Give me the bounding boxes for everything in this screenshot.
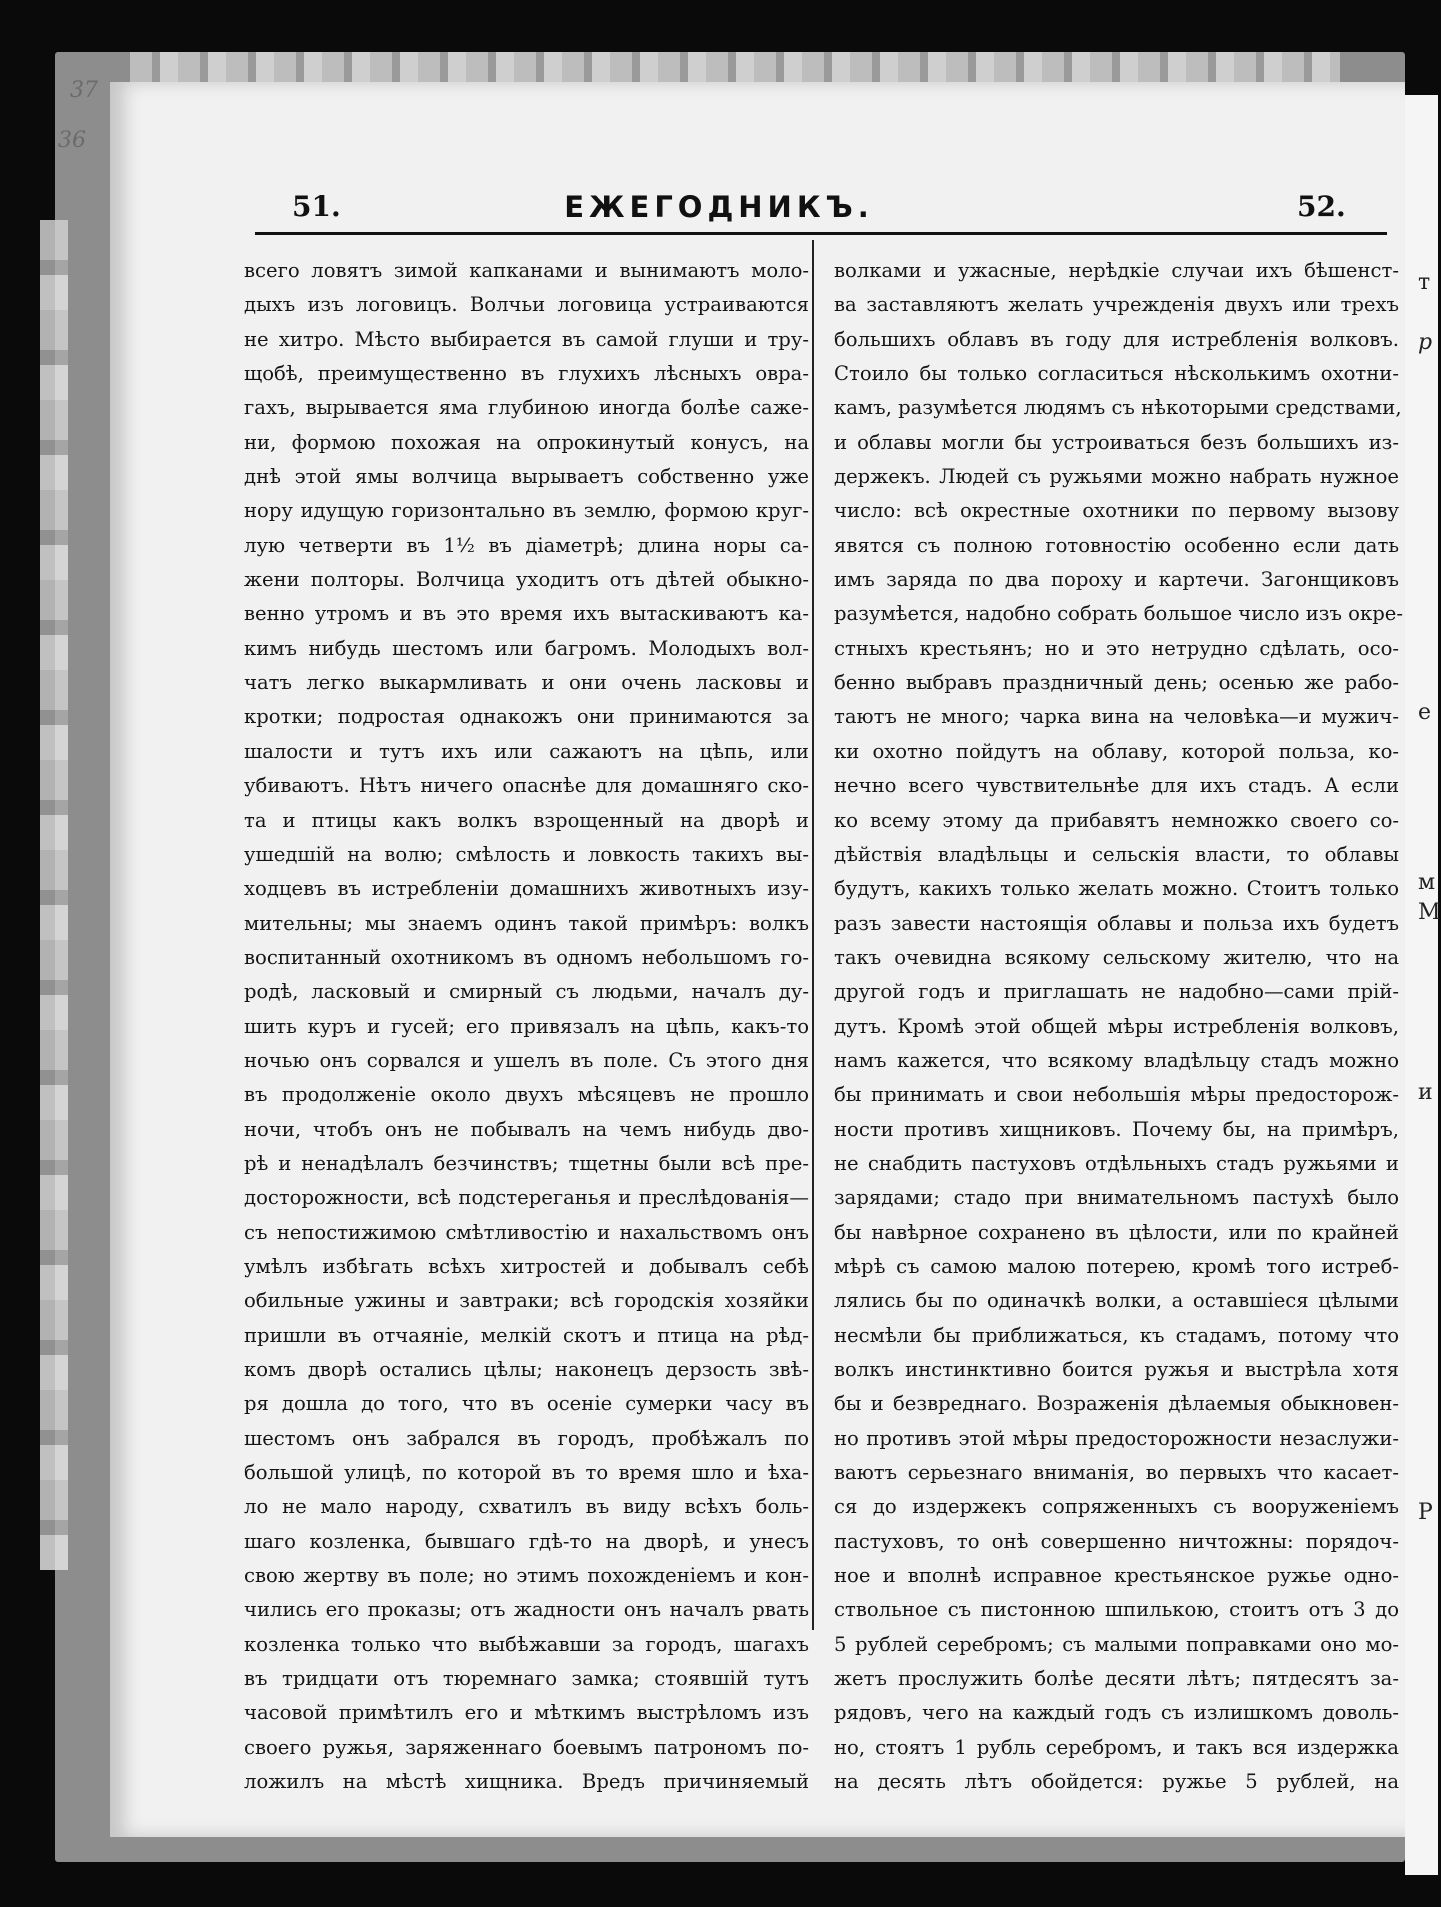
text-line: волкъ инстинктивно боится ружья и выстрѣла хотя	[834, 1358, 1399, 1381]
text-line: мѣрѣ съ самою малою потерею, кромѣ того истреб-	[834, 1254, 1399, 1278]
header-rule	[255, 232, 1387, 235]
text-line: лую четверти въ 1½ въ діаметрѣ; длина норы са-	[244, 533, 809, 557]
text-line: убиваютъ. Нѣтъ ничего опаснѣе для домашняго ско-	[244, 774, 809, 798]
text-line: такъ очевидна всякому сельскому жителю, что на	[834, 945, 1399, 969]
text-line: явятся съ полною готовностію особенно если дать	[834, 533, 1399, 557]
text-line: 5 рублей серебромъ; съ малыми поправками оно мо-	[834, 1632, 1399, 1656]
margin-note: 37	[70, 78, 98, 103]
text-line: досторожности, всѣ подстереганья и преслѣдованія—	[244, 1186, 809, 1210]
text-line: намъ кажется, что всякому владѣльцу стадъ можно	[834, 1048, 1399, 1072]
text-line: шестомъ онъ забрался въ городъ, пробѣжалъ по	[244, 1426, 809, 1450]
next-page-letter: и	[1418, 1080, 1433, 1105]
text-line: волками и ужасные, нерѣдкіе случаи ихъ бѣшенст-	[834, 259, 1399, 282]
text-line: нечно всего чувствительнѣе для ихъ стадъ. А если	[834, 774, 1399, 798]
text-line: мительны; мы знаемъ одинъ такой примѣръ: волкъ	[244, 911, 809, 935]
text-line: шаго козленка, бывшаго гдѣ-то на дворѣ, и унесъ	[244, 1529, 809, 1553]
text-line: но противъ этой мѣры предосторожности незаслужи-	[834, 1426, 1399, 1450]
text-line: большой улицѣ, по которой въ то время шло и ѣха-	[244, 1461, 809, 1485]
text-line: держекъ. Людей съ ружьями можно набрать нужное	[834, 465, 1399, 489]
text-line: зарядами; стадо при внимательномъ пастухѣ было	[834, 1186, 1399, 1210]
text-line: несмѣли бы приближаться, къ стадамъ, потому что	[834, 1323, 1399, 1347]
text-line: воспитанный охотникомъ въ одномъ небольшомъ го-	[244, 945, 809, 969]
text-line: таютъ не много; чарка вина на человѣка—и мужич-	[834, 705, 1399, 729]
page-number-left: 51.	[292, 190, 341, 223]
text-line: днѣ этой ямы волчица вырываетъ собственно уже	[244, 465, 809, 489]
text-line: съ непостижимою смѣтливостію и нахальствомъ онъ	[244, 1220, 809, 1244]
next-page-letter: м	[1418, 870, 1436, 895]
text-line: стныхъ крестьянъ; но и это нетрудно сдѣлать, осо-	[834, 636, 1399, 660]
text-line: большихъ облавъ въ году для истребленія волковъ.	[834, 327, 1399, 351]
text-line: ко всему этому да прибавятъ немножко своего со-	[834, 808, 1399, 832]
text-line: Стоило бы только согласиться нѣсколькимъ охотни-	[834, 362, 1399, 386]
text-line: нору идущую горизонтально въ землю, формою круг-	[244, 499, 809, 523]
text-line: козленка только что выбѣжавши за городъ, шагахъ	[244, 1632, 809, 1656]
text-line: бы и безвреднаго. Возраженія дѣлаемыя обыкновен-	[834, 1392, 1399, 1416]
text-line: шалости и тутъ ихъ или сажаютъ на цѣпь, или	[244, 739, 809, 763]
text-line: ва заставляютъ желать учрежденія двухъ или трехъ	[834, 293, 1399, 317]
text-line: жени полторы. Волчица уходитъ отъ дѣтей обыкно-	[244, 568, 809, 592]
column-divider	[812, 240, 814, 1630]
text-line: своего ружья, заряженнаго боевымъ патрономъ по-	[244, 1735, 809, 1759]
text-line: комъ дворѣ остались цѣлы; наконецъ дерзость звѣ-	[244, 1358, 809, 1381]
right-text-column	[834, 254, 1403, 1799]
torn-top-edge	[130, 52, 1340, 84]
next-page-letter: М	[1418, 900, 1441, 925]
text-line: ночи, чтобъ онъ не побывалъ на чемъ нибудь дво-	[244, 1117, 809, 1141]
text-line: въ тридцати отъ тюремнаго замка; стоявшій тутъ	[244, 1667, 809, 1691]
text-line: число: всѣ окрестные охотники по первому вызову	[834, 499, 1399, 523]
text-line: родѣ, ласковый и смирный съ людьми, началъ ду-	[244, 980, 809, 1004]
text-line: будутъ, какихъ только желать можно. Стоитъ только	[834, 877, 1399, 901]
text-line: ствольное съ пистонною шпилькою, стоитъ отъ 3 до	[834, 1598, 1399, 1622]
text-line: въ продолженіе около двухъ мѣсяцевъ не прошло	[244, 1083, 809, 1107]
text-line: но, стоятъ 1 рубль серебромъ, и такъ вся издержка	[834, 1735, 1399, 1759]
next-page-strip	[1405, 95, 1438, 1875]
text-line: ки охотно пойдутъ на облаву, которой польза, ко-	[834, 739, 1399, 763]
text-line: дыхъ изъ логовицъ. Волчьи логовица устраиваются	[244, 293, 809, 317]
text-line: кимъ нибудь шестомъ или багромъ. Молодыхъ вол-	[244, 636, 809, 660]
text-line: та и птицы какъ волкъ взрощенный на дворѣ и	[244, 808, 809, 832]
text-line: ло не мало народу, схватилъ въ виду всѣхъ боль-	[244, 1495, 809, 1519]
text-line: обильные ужины и завтраки; всѣ городскія хозяйки	[244, 1289, 809, 1313]
next-page-letter: Р	[1418, 1500, 1433, 1525]
text-line: венно утромъ и въ это время ихъ вытаскиваютъ ка-	[244, 602, 809, 626]
margin-note: 36	[58, 128, 86, 153]
text-line: ря дошла до того, что въ осеніе сумерки часу въ	[244, 1392, 809, 1416]
text-line: не хитро. Мѣсто выбирается въ самой глуши и тру-	[244, 327, 809, 351]
text-line: бы навѣрное сохранено въ цѣлости, или по крайней	[834, 1220, 1399, 1244]
text-line: ни, формою похожая на опрокинутый конусъ, на	[244, 430, 809, 454]
text-line: пришли въ отчаяніе, мелкій скотъ и птица на рѣд-	[244, 1323, 809, 1347]
text-line: разъ завести настоящія облавы и польза ихъ будетъ	[834, 911, 1399, 935]
text-line: ности противъ хищниковъ. Почему бы, на примѣръ,	[834, 1117, 1399, 1141]
text-line: рядовъ, чего на каждый годъ съ излишкомъ доволь-	[834, 1701, 1399, 1725]
text-line: ложилъ на мѣстѣ хищника. Вредъ причиняемый	[244, 1770, 809, 1794]
text-line: щобѣ, преимущественно въ глухихъ лѣсныхъ овра-	[244, 362, 809, 386]
page-number-right: 52.	[1297, 190, 1346, 223]
text-line: лялись бы по одиначкѣ волки, а оставшіеся цѣлыми	[834, 1289, 1399, 1313]
text-line: не снабдить пастуховъ отдѣльныхъ стадъ ружьями и	[834, 1151, 1399, 1175]
text-line: ся до издержекъ сопряженныхъ съ вооруженіемъ	[834, 1495, 1399, 1519]
text-line: на десять лѣтъ обойдется: ружье 5 рублей, на	[834, 1770, 1399, 1794]
text-line: свою жертву въ поле; но этимъ похожденіемъ и кон-	[244, 1564, 809, 1588]
torn-left-edge	[40, 220, 68, 1570]
next-page-letter: р	[1418, 330, 1433, 355]
text-line: гахъ, вырывается яма глубиною иногда болѣе саже-	[244, 396, 809, 420]
text-line: жетъ прослужить болѣе десяти лѣтъ; пятдесятъ за-	[834, 1667, 1399, 1691]
text-line: шить куръ и гусей; его привязалъ на цѣпь, какъ-то	[244, 1014, 809, 1038]
text-line: камъ, разумѣется людямъ съ нѣкоторыми средствами,	[834, 396, 1402, 420]
text-line: ваютъ серьезнаго вниманія, во первыхъ что касает-	[834, 1461, 1399, 1485]
text-line: чились его проказы; отъ жадности онъ началъ рвать	[244, 1598, 809, 1622]
text-line: разумѣется, надобно собрать большое число изъ окре-	[834, 602, 1403, 626]
text-line: и облавы могли бы устроиваться безъ большихъ из-	[834, 430, 1399, 454]
text-line: имъ заряда по два пороху и картечи. Загонщиковъ	[834, 568, 1399, 592]
text-line: дѣйствія владѣльцы и сельскія власти, то облавы	[834, 842, 1399, 866]
next-page-letter: т	[1418, 270, 1431, 295]
text-line: дутъ. Кромѣ этой общей мѣры истребленія волковъ,	[834, 1014, 1399, 1038]
text-line: рѣ и ненадѣлалъ безчинствъ; тщетны были всѣ пре-	[244, 1151, 809, 1175]
text-line: бенно выбравъ праздничный день; осенью же рабо-	[834, 671, 1399, 695]
text-line: ходцевъ въ истребленіи домашнихъ животныхъ изу-	[244, 877, 809, 901]
text-line: часовой примѣтилъ его и мѣткимъ выстрѣломъ изъ	[244, 1701, 809, 1725]
running-title: ЕЖЕГОДНИКЪ.	[564, 190, 874, 224]
left-text-column	[244, 254, 809, 1799]
text-line: пастуховъ, то онѣ совершенно ничтожны: порядоч-	[834, 1529, 1399, 1553]
text-line: другой годъ и приглашать не надобно—сами прій-	[834, 980, 1399, 1004]
next-page-letter: е	[1418, 700, 1432, 725]
text-line: всего ловятъ зимой капканами и вынимаютъ моло-	[244, 259, 809, 282]
text-line: кротки; подростая однакожъ они принимаются за	[244, 705, 809, 729]
text-line: чатъ легко выкармливать и они очень ласковы и	[244, 671, 809, 695]
text-line: ночью онъ сорвался и ушелъ въ поле. Съ этого дня	[244, 1048, 809, 1072]
text-line: ное и вполнѣ исправное крестьянское ружье одно-	[834, 1564, 1399, 1588]
text-line: умѣлъ избѣгать всѣхъ хитростей и добывалъ себѣ	[244, 1254, 809, 1278]
text-line: ушедшій на волю; смѣлость и ловкость такихъ вы-	[244, 842, 809, 866]
text-line: бы принимать и свои небольшія мѣры предосторож-	[834, 1083, 1399, 1107]
